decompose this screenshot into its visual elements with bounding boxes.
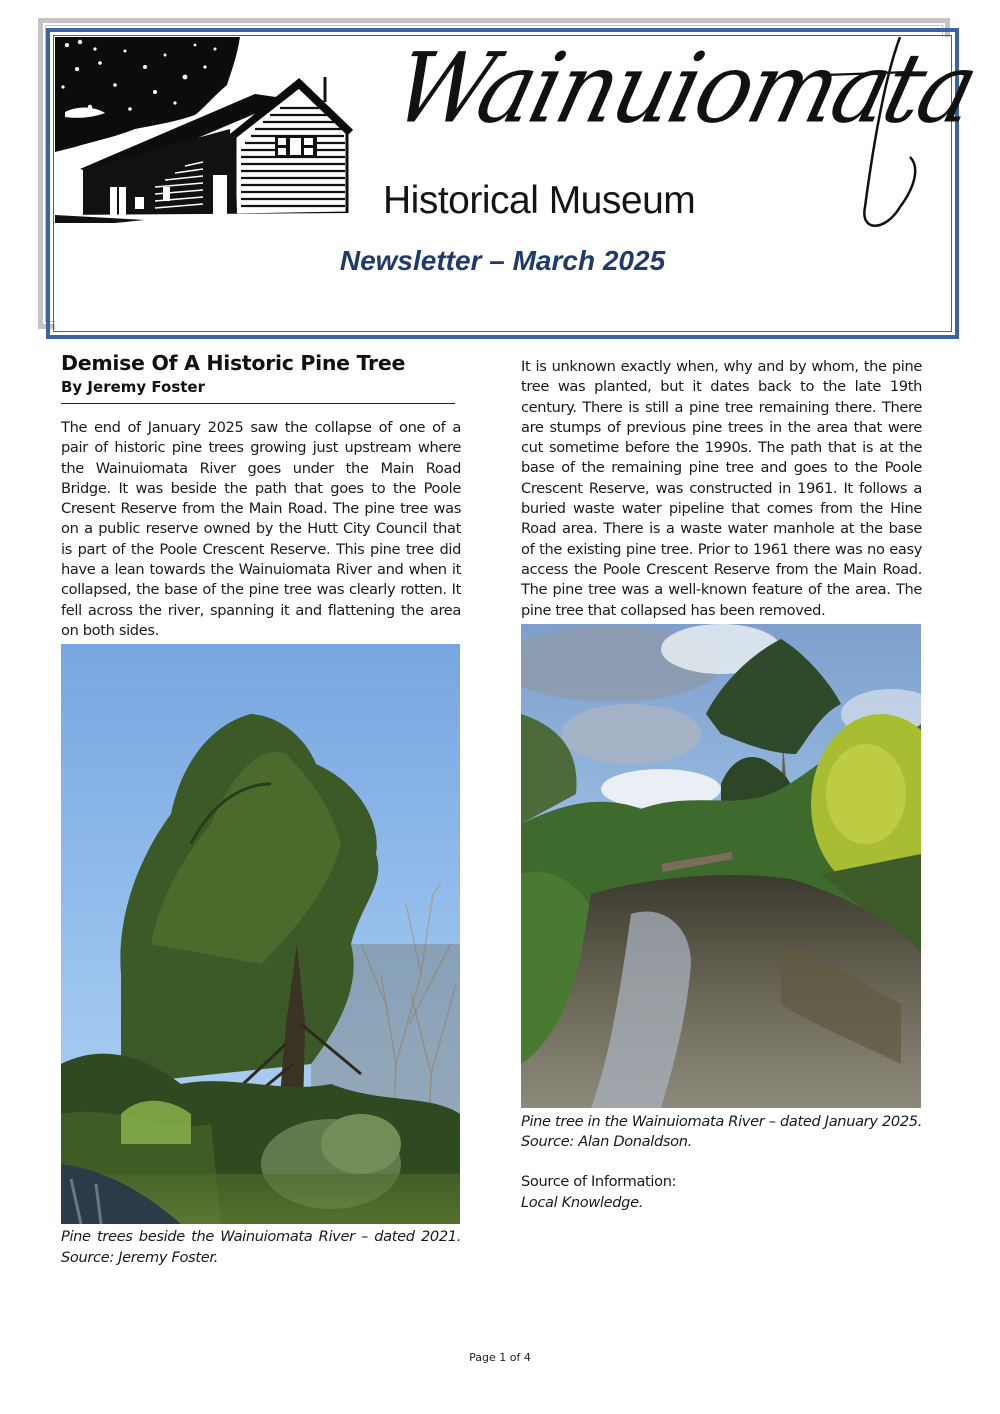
article-title: Demise Of A Historic Pine Tree: [61, 351, 406, 375]
masthead: [55, 32, 987, 330]
page-number: Page 1 of 4: [469, 1351, 531, 1364]
article-paragraph-left: The end of January 2025 saw the collapse of one of a pair of historic pine trees growing just upstream where the Wainuiomata River goes under the Main Road Bridge. It was beside the path that goes to the Poole Cresent Reserve from the Main Road. The pine tree was on a public reserve owned by the Hutt City Council that is part of the Poole Crescent Reserve. This pine tree did have a lean towards the Wainuiomata River and when it collapsed, the base of the pine tree was clearly rotten. It fell across the river, spanning it and flattening the area on both sides.: [61, 419, 461, 639]
logo-script-wordmark: Wainuiomata: [383, 32, 987, 145]
column-right: [521, 357, 922, 1213]
article-paragraph-right: It is unknown exactly when, why and by whom, the pine tree was planted, but it dates back to the late 19th century. There is still a pine tree remaining there. There are stumps of previous pine trees in the area that were cut sometime before the 1990s. The path that is at the base of the remaining pine tree and goes to the Poole Crescent Reserve, was constructed in 1961. It follows a buried waste water pipeline that comes from the Hine Road area. There is a waste water manhole at the base of the existing pine tree. Prior to 1961 there was no easy access the Poole Crescent Reserve from the Main Road. The pine tree was a well-known feature of the area. The pine tree that collapsed has been removed.: [521, 358, 922, 619]
newsletter-title: Newsletter – March 2025: [339, 245, 666, 276]
logo-subtitle: Historical Museum: [383, 179, 696, 222]
photo-pine-trees-2021: [61, 644, 460, 1224]
title-divider: [61, 403, 455, 404]
museum-cottage-illustration-icon: [55, 37, 355, 227]
column-left: [61, 350, 461, 1268]
photo-pine-tree-in-river-2025: [521, 624, 921, 1108]
photo-1-caption: Pine trees beside the Wainuiomata River – dated 2021. Source: Jeremy Foster.: [61, 1228, 461, 1266]
source-value: Local Knowledge.: [521, 1193, 643, 1211]
photo-2-caption: Pine tree in the Wainuiomata River – dated January 2025. Source: Alan Donaldson.: [521, 1112, 922, 1151]
source-label: Source of Information:: [521, 1173, 677, 1191]
article-byline: By Jeremy Foster: [61, 378, 206, 396]
